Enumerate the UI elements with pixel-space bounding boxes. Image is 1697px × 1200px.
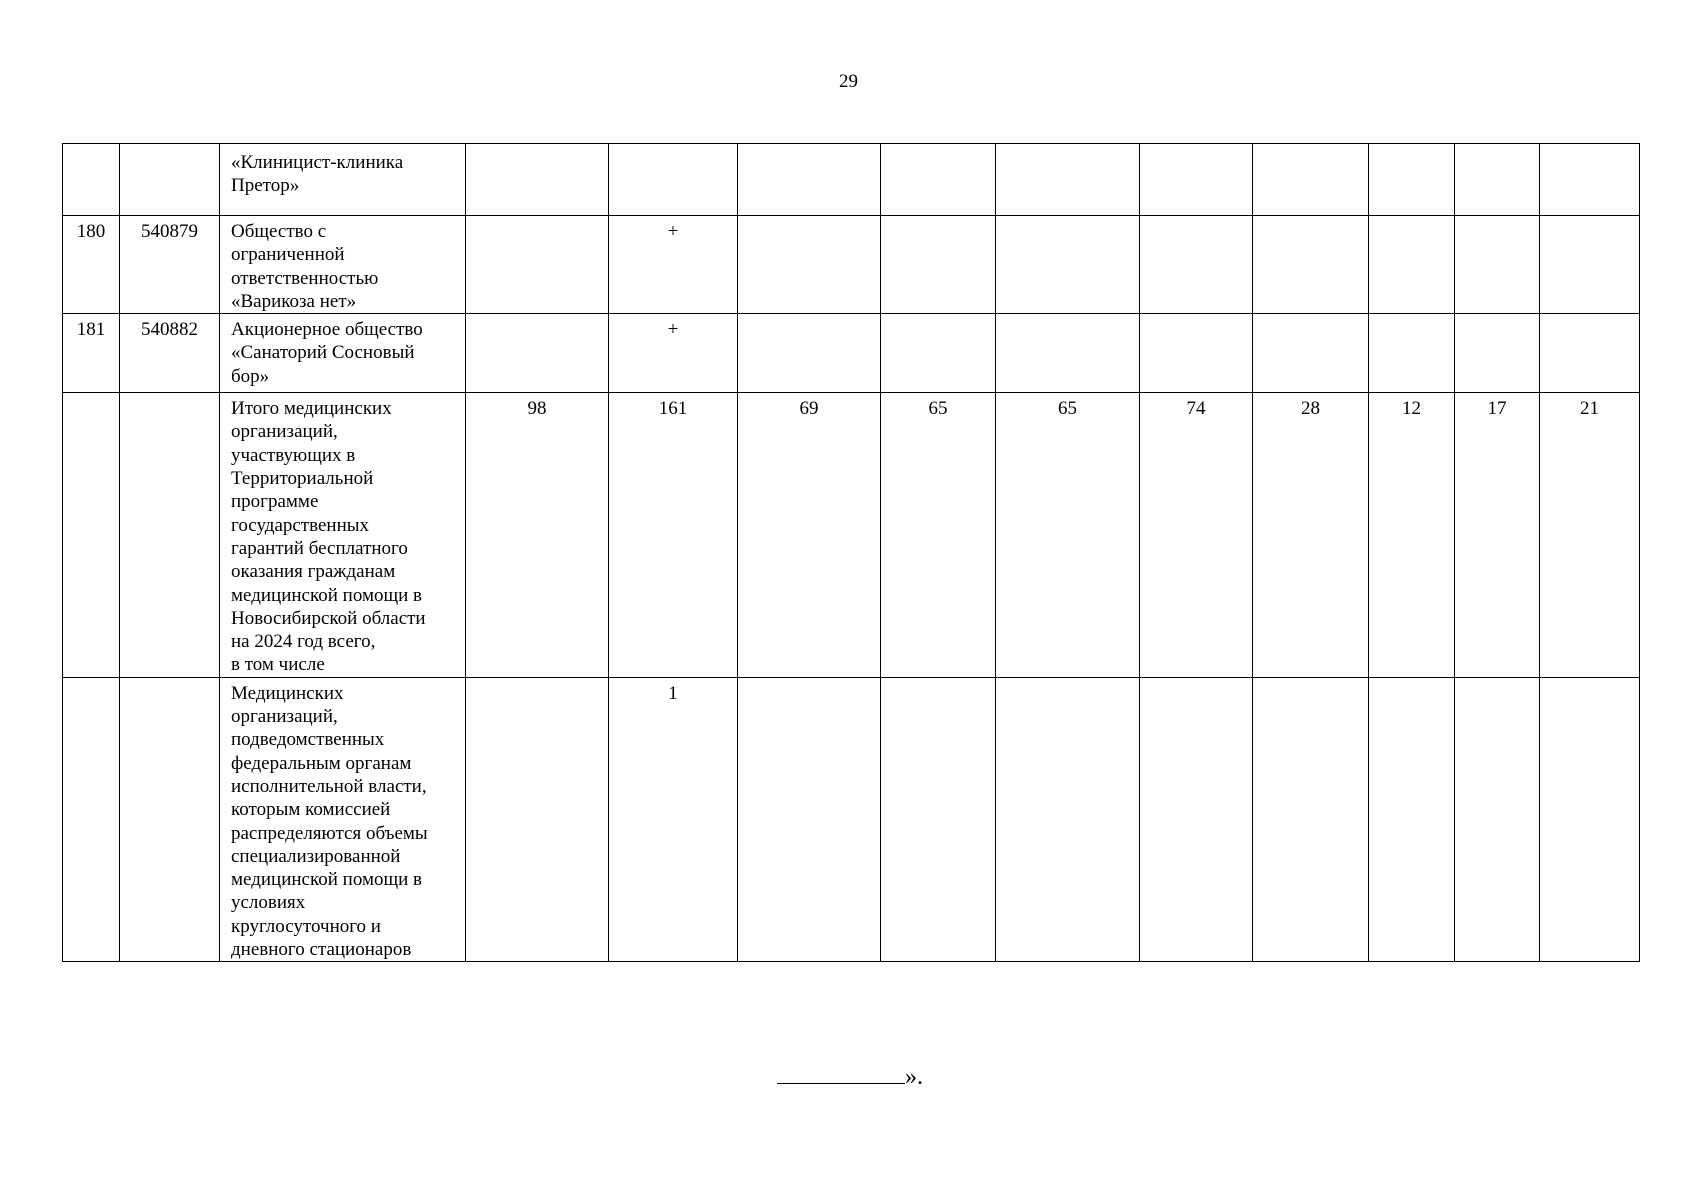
closing-mark bbox=[777, 1060, 923, 1092]
org-code-cell bbox=[120, 144, 220, 216]
value-cell bbox=[738, 393, 881, 678]
value-cell bbox=[1140, 144, 1253, 216]
value-cell-text: 1 bbox=[668, 682, 678, 704]
value-cell-text: + bbox=[667, 221, 679, 242]
value-cell bbox=[996, 393, 1140, 678]
value-cell bbox=[466, 393, 609, 678]
value-cell bbox=[881, 393, 996, 678]
value-cell bbox=[996, 314, 1140, 393]
value-cell bbox=[466, 144, 609, 216]
value-cell bbox=[609, 314, 738, 393]
value-cell bbox=[1455, 314, 1540, 393]
value-cell bbox=[1369, 393, 1455, 678]
value-cell bbox=[881, 677, 996, 962]
value-cell bbox=[466, 216, 609, 314]
value-cell-text: 98 bbox=[527, 398, 547, 420]
table-row bbox=[63, 677, 1640, 962]
table-row bbox=[63, 314, 1640, 393]
value-cell-text: 28 bbox=[1301, 398, 1320, 420]
table-body bbox=[63, 144, 1640, 962]
value-cell-text: 74 bbox=[1186, 398, 1206, 420]
org-name-cell bbox=[220, 393, 466, 678]
value-cell-text: 21 bbox=[1580, 398, 1599, 420]
table-row bbox=[63, 144, 1640, 216]
value-cell bbox=[1140, 314, 1253, 393]
org-code-cell-text: 540879 bbox=[141, 221, 198, 242]
org-code-cell bbox=[120, 216, 220, 314]
value-cell bbox=[996, 677, 1140, 962]
org-name-cell bbox=[220, 144, 466, 216]
value-cell bbox=[466, 314, 609, 393]
value-cell bbox=[1369, 314, 1455, 393]
value-cell bbox=[1140, 677, 1253, 962]
value-cell bbox=[1455, 216, 1540, 314]
value-cell-text: + bbox=[667, 319, 679, 341]
value-cell bbox=[1140, 393, 1253, 678]
value-cell bbox=[738, 216, 881, 314]
value-cell-text: 161 bbox=[658, 398, 688, 420]
org-name-cell-text: Общество с ограниченной ответственностью «Варикоза нет» bbox=[231, 221, 379, 312]
value-cell bbox=[609, 677, 738, 962]
value-cell bbox=[1369, 216, 1455, 314]
row-number-cell-text: 180 bbox=[76, 221, 106, 242]
value-cell bbox=[609, 216, 738, 314]
row-number-cell bbox=[63, 677, 120, 962]
value-cell bbox=[996, 216, 1140, 314]
org-name-cell-text: Акционерное общество «Санаторий Сосновый бор» bbox=[231, 319, 423, 387]
org-name-cell bbox=[220, 677, 466, 962]
value-cell bbox=[1455, 677, 1540, 962]
org-name-cell-text: «Клиницист-клиника Претор» bbox=[231, 152, 404, 197]
page-number: 29 bbox=[839, 71, 858, 92]
table-row bbox=[63, 216, 1640, 314]
row-number-cell bbox=[63, 393, 120, 678]
value-cell-text: 65 bbox=[1058, 398, 1077, 420]
value-cell bbox=[1369, 144, 1455, 216]
value-cell bbox=[1253, 393, 1369, 678]
org-name-cell bbox=[220, 314, 466, 393]
value-cell bbox=[609, 144, 738, 216]
signature-rule bbox=[777, 1060, 905, 1084]
value-cell bbox=[1540, 677, 1640, 962]
value-cell bbox=[1253, 216, 1369, 314]
org-code-cell bbox=[120, 393, 220, 678]
value-cell-text: 17 bbox=[1487, 398, 1507, 420]
value-cell bbox=[1455, 393, 1540, 678]
value-cell bbox=[1540, 216, 1640, 314]
value-cell bbox=[1140, 216, 1253, 314]
value-cell bbox=[738, 677, 881, 962]
value-cell-text: 12 bbox=[1402, 398, 1421, 420]
value-cell bbox=[1369, 677, 1455, 962]
value-cell bbox=[609, 393, 738, 678]
value-cell bbox=[996, 144, 1140, 216]
row-number-cell bbox=[63, 144, 120, 216]
row-number-cell bbox=[63, 314, 120, 393]
value-cell bbox=[1253, 144, 1369, 216]
table-row bbox=[63, 393, 1640, 678]
row-number-cell-text: 181 bbox=[76, 319, 106, 341]
organizations-table bbox=[62, 143, 1640, 962]
value-cell bbox=[881, 144, 996, 216]
closing-quote: ». bbox=[905, 1064, 923, 1090]
value-cell bbox=[881, 216, 996, 314]
org-name-cell-text: Медицинских организаций, подведомственных федеральным органам исполнительной власти, которым комиссией распределяются объемы специализированной медицинской помощи в условиях круглосуточного и дневного стационаров bbox=[231, 682, 428, 961]
value-cell-text: 69 bbox=[799, 398, 819, 420]
value-cell bbox=[1540, 314, 1640, 393]
value-cell bbox=[1253, 314, 1369, 393]
org-name-cell-text: Итого медицинских организаций, участвующих в Территориальной программе государственных гарантий бесплатного оказания гражданам медицинской помощи в Новосибирской области на 2024 год всего, в том числе bbox=[231, 398, 426, 676]
org-code-cell bbox=[120, 314, 220, 393]
row-number-cell bbox=[63, 216, 120, 314]
value-cell bbox=[1455, 144, 1540, 216]
value-cell bbox=[881, 314, 996, 393]
value-cell-text: 65 bbox=[928, 398, 948, 420]
value-cell bbox=[466, 677, 609, 962]
org-code-cell-text: 540882 bbox=[141, 319, 198, 341]
value-cell bbox=[1253, 677, 1369, 962]
org-name-cell bbox=[220, 216, 466, 314]
org-code-cell bbox=[120, 677, 220, 962]
value-cell bbox=[1540, 393, 1640, 678]
value-cell bbox=[738, 314, 881, 393]
value-cell bbox=[738, 144, 881, 216]
value-cell bbox=[1540, 144, 1640, 216]
